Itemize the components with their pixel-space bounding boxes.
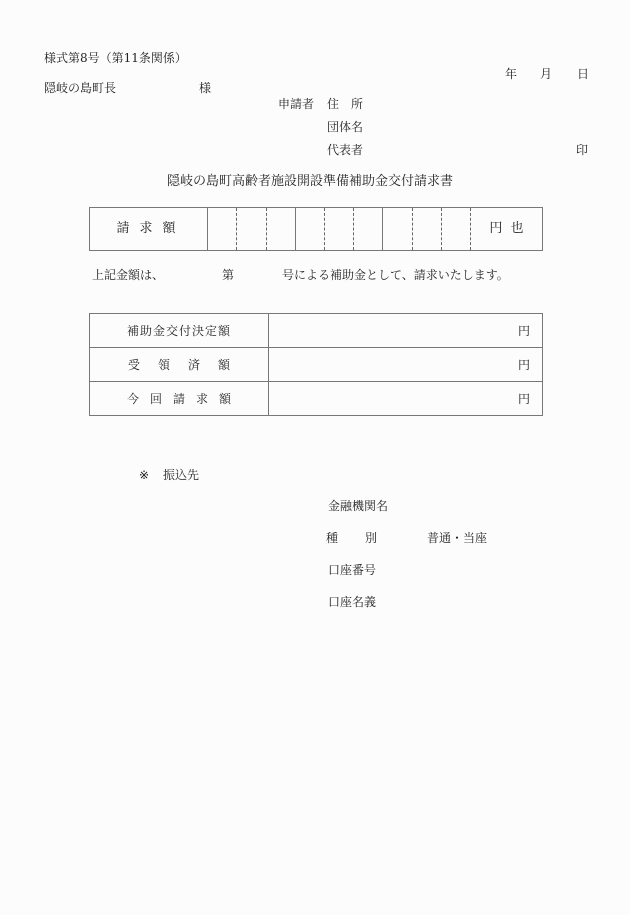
- decision-amount-value[interactable]: [269, 314, 543, 348]
- digit-group-divider: [382, 208, 383, 250]
- amount-label: 請求額: [116, 221, 186, 236]
- table-row: [90, 382, 543, 416]
- received-amount-label: 受領済額: [90, 348, 269, 382]
- statement-number-prefix: 第: [222, 268, 235, 282]
- organization-label: 団体名: [327, 120, 364, 134]
- digit-divider: [236, 208, 237, 250]
- digit-divider: [353, 208, 354, 250]
- account-type-label-1: 種: [326, 531, 339, 545]
- digit-divider: [324, 208, 325, 250]
- received-amount-value[interactable]: [269, 348, 543, 382]
- current-request-value[interactable]: [269, 382, 543, 416]
- amount-table: [89, 207, 543, 251]
- table-row: [90, 314, 543, 348]
- decision-amount-label: 補助金交付決定額: [90, 314, 269, 348]
- amount-divider: [207, 208, 208, 250]
- representative-label: 代表者: [327, 143, 364, 157]
- account-holder-label: 口座名義: [328, 595, 377, 609]
- summary-table: [89, 313, 543, 416]
- digit-group-divider: [295, 208, 296, 250]
- account-number-label: 口座番号: [328, 563, 377, 577]
- document-title: 隠岐の島町高齢者施設開設準備補助金交付請求書: [167, 174, 454, 189]
- reference-mark: ※: [139, 468, 150, 482]
- statement-prefix: 上記金額は、: [92, 268, 165, 282]
- seal-label: 印: [576, 143, 589, 157]
- account-type-label-2: 別: [365, 531, 378, 545]
- date-year-label: 年: [505, 67, 518, 81]
- table-row: [90, 348, 543, 382]
- digit-divider: [441, 208, 442, 250]
- bank-name-label: 金融機関名: [328, 499, 389, 513]
- form-number: 様式第8号（第11条関係）: [44, 51, 187, 65]
- date-day-label: 日: [577, 67, 590, 81]
- date-month-label: 月: [540, 67, 553, 81]
- digit-divider: [412, 208, 413, 250]
- current-request-label: 今回請求額: [90, 382, 269, 416]
- address-label: 住 所: [327, 97, 364, 111]
- addressee-name: 隠岐の島町長: [44, 81, 117, 95]
- digit-divider: [266, 208, 267, 250]
- account-type-options: 普通・当座: [427, 531, 488, 545]
- yen-unit: 円: [517, 324, 530, 338]
- amount-unit-label: 円 也: [489, 221, 526, 236]
- yen-unit: 円: [517, 392, 530, 406]
- statement-suffix: 号による補助金として、請求いたします。: [282, 268, 509, 282]
- addressee-honorific: 様: [199, 81, 212, 95]
- transfer-heading: 振込先: [163, 468, 200, 482]
- yen-unit: 円: [517, 358, 530, 372]
- applicant-heading: 申請者: [278, 97, 315, 111]
